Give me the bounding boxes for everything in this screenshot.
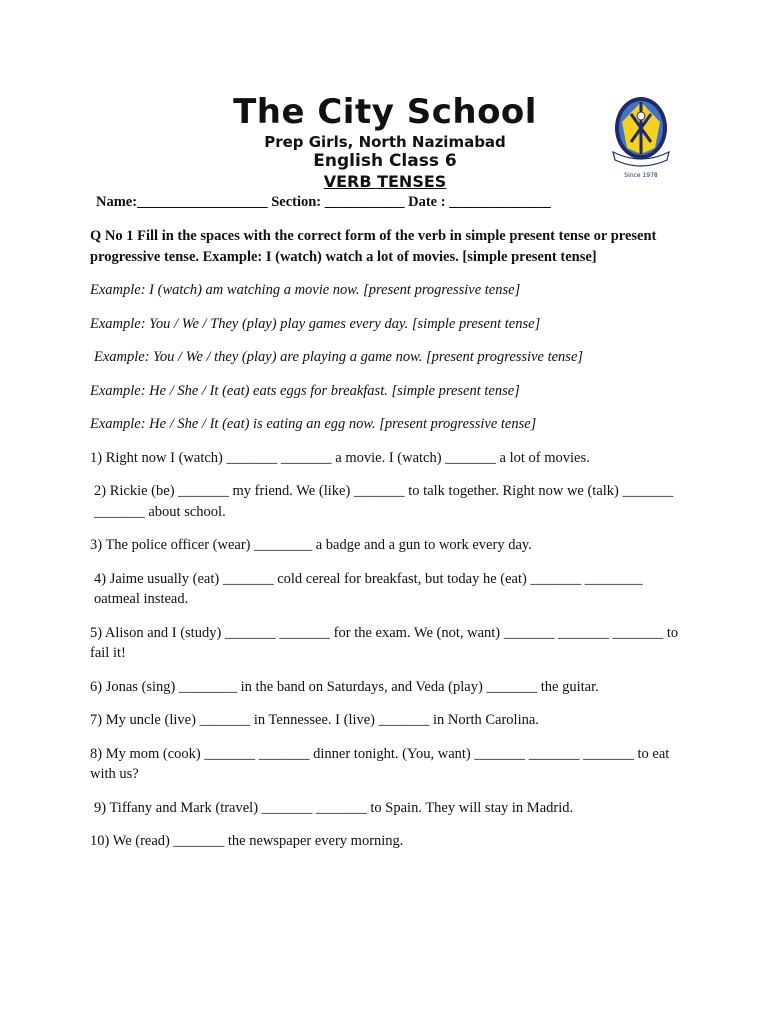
branch-name: Prep Girls, North Nazimabad [264,133,506,151]
question-item: 5) Alison and I (study) _______ _______ for the exam. We (not, want) _______ _______ _______ to fail it! [90,624,679,661]
example-line: Example: You / We / They (play) play games every day. [simple present tense] [90,315,541,332]
question-item: 6) Jonas (sing) ________ in the band on Saturdays, and Veda (play) _______ the guitar. [90,678,599,695]
question-item: 9) Tiffany and Mark (travel) _______ _______ to Spain. They will stay in Madrid. [94,799,574,816]
question-heading: Q No 1 Fill in the spaces with the correct form of the verb in simple present tense or present progressive tense. Example: I (watch) watch a lot of movies. [simple present tense] [90,228,657,265]
question-item: 3) The police officer (wear) ________ a badge and a gun to work every day. [90,537,532,553]
school-logo [609,94,673,180]
question-item: 8) My mom (cook) _______ _______ dinner tonight. (You, want) _______ _______ _______ to eat with us? [90,745,670,782]
example-line: Example: He / She / It (eat) is eating an egg now. [present progressive tense] [90,416,537,432]
logo-since-text: Since 1978 [624,172,658,179]
example-line: Example: I (watch) am watching a movie now. [present progressive tense] [90,282,521,298]
question-item: 4) Jaime usually (eat) _______ cold cereal for breakfast, but today he (eat) _______ ________ oatmeal instead. [94,570,643,607]
class-name: English Class 6 [313,151,457,171]
example-line: Example: He / She / It (eat) eats eggs for breakfast. [simple present tense] [90,382,520,399]
question-item: 1) Right now I (watch) _______ _______ a movie. I (watch) _______ a lot of movies. [90,449,590,466]
question-item: 7) My uncle (live) _______ in Tennessee. I (live) _______ in North Carolina. [90,712,539,728]
worksheet-topic: VERB TENSES [323,172,447,191]
example-line: Example: You / We / they (play) are playing a game now. [present progressive tense] [94,349,584,365]
worksheet-content [90,226,682,865]
school-name: The City School [233,92,537,132]
question-item: 2) Rickie (be) _______ my friend. We (like) _______ to talk together. Right now we (talk) _______ _______ about school. [94,483,674,520]
student-info-line: Name:__________________ Section: ___________ Date : ______________ [96,194,551,210]
question-item: 10) We (read) _______ the newspaper every morning. [90,833,404,849]
